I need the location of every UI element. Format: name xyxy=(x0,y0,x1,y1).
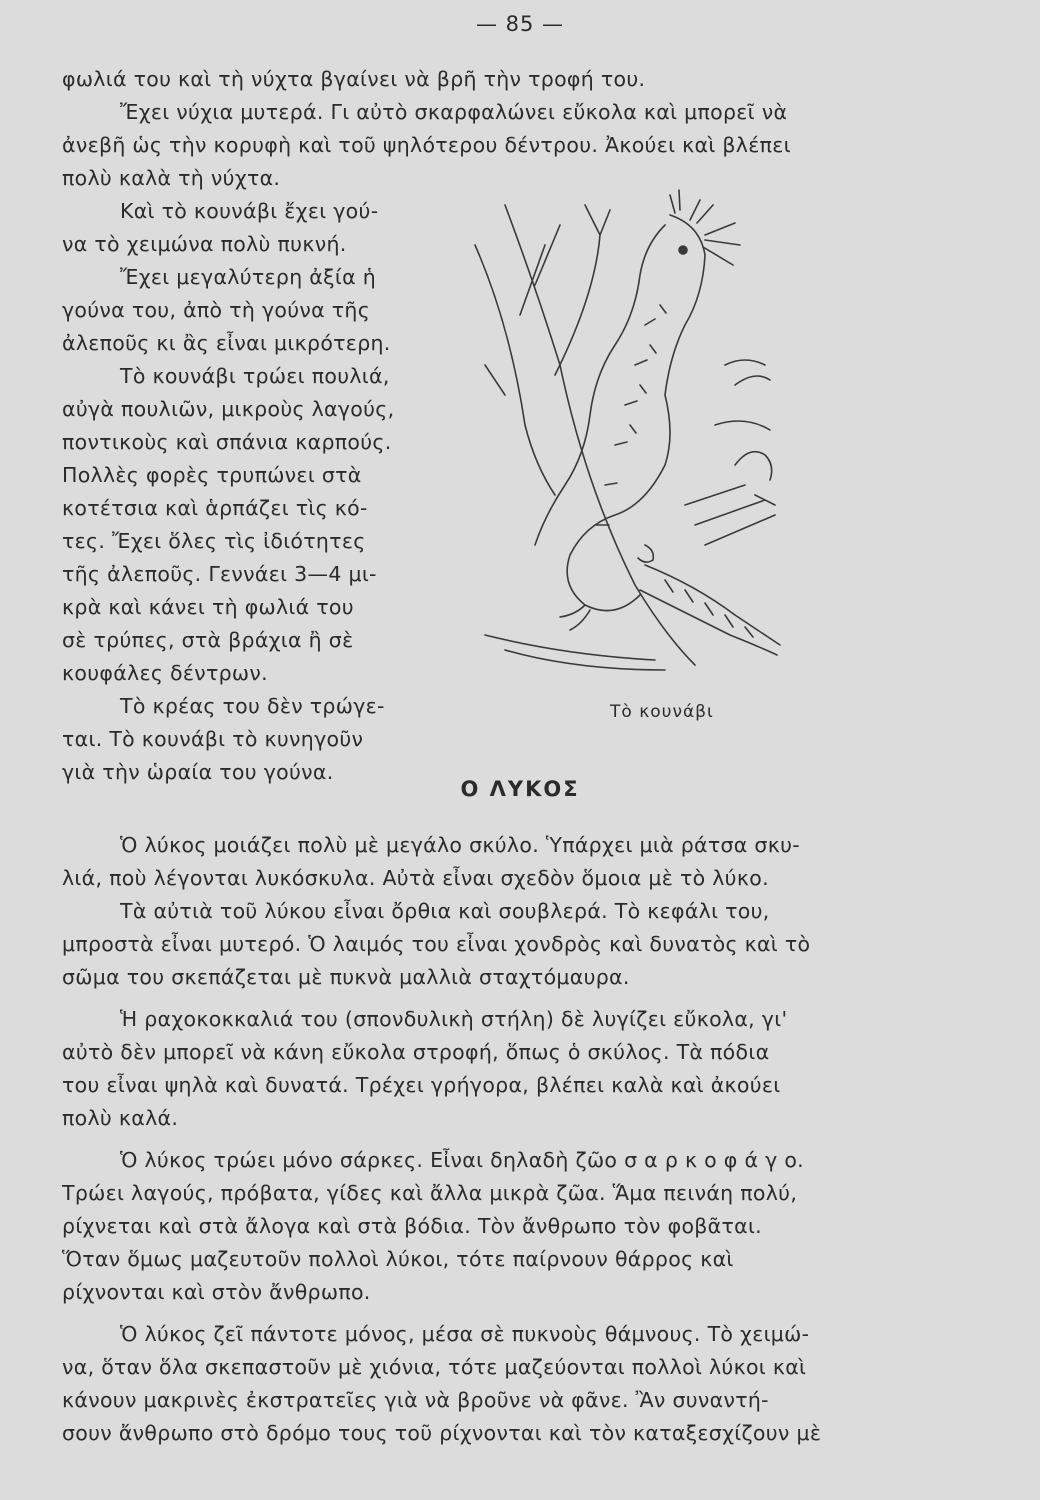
text-line: σῶμα του σκεπάζεται μὲ πυκνὰ μαλλιὰ σταχτόμαυρα. xyxy=(62,965,630,989)
column-line: κουφάλες δέντρων. xyxy=(62,661,268,685)
column-line: Τὸ κρέας του δὲν τρώγε- xyxy=(120,694,385,718)
column-line: κρὰ καὶ κάνει τὴ φωλιά του xyxy=(62,595,354,619)
column-line: ἀλεποῦς κι ἂς εἶναι μικρότερη. xyxy=(62,331,391,355)
column-line: τες. Ἔχει ὅλες τὶς ἰδιότητες xyxy=(62,529,366,553)
text-line: ρίχνονται καὶ στὸν ἄνθρωπο. xyxy=(62,1280,371,1304)
marten-illustration xyxy=(465,165,785,680)
text-line: του εἶναι ψηλὰ καὶ δυνατά. Τρέχει γρήγορα, βλέπει καλὰ καὶ ἀκούει xyxy=(62,1073,781,1097)
text-line: ἀνεβῆ ὡς τὴν κορυφὴ καὶ τοῦ ψηλότερου δέντρου. Ἀκούει καὶ βλέπει xyxy=(62,133,791,157)
text-line: Ὁ λύκος ζεῖ πάντοτε μόνος, μέσα σὲ πυκνοὺς θάμνους. Τὸ χειμώ- xyxy=(120,1322,810,1346)
figure-caption: Τὸ κουνάβι xyxy=(610,702,714,722)
column-line: γιὰ τὴν ὡραία του γούνα. xyxy=(62,760,334,784)
column-line: ται. Τὸ κουνάβι τὸ κυνηγοῦν xyxy=(62,727,364,751)
column-line: τῆς ἀλεποῦς. Γεννάει 3—4 μι- xyxy=(62,562,377,586)
text-line: αὐτὸ δὲν μπορεῖ νὰ κάνη εὔκολα στροφή, ὅπως ὁ σκύλος. Τὰ πόδια xyxy=(62,1040,770,1064)
text-line: Ἡ ραχοκοκκαλιά του (σπονδυλικὴ στήλη) δὲ λυγίζει εὔκολα, γι' xyxy=(120,1007,788,1031)
column-line: Καὶ τὸ κουνάβι ἔχει γού- xyxy=(120,199,379,223)
column-line: Πολλὲς φορὲς τρυπώνει στὰ xyxy=(62,463,362,487)
column-line: γούνα του, ἀπὸ τὴ γούνα τῆς xyxy=(62,298,371,322)
text-line: Ὁ λύκος μοιάζει πολὺ μὲ μεγάλο σκύλο. Ὑπάρχει μιὰ ράτσα σκυ- xyxy=(120,833,800,857)
text-line: Ἔχει νύχια μυτερά. Γι αὐτὸ σκαρφαλώνει εὔκολα καὶ μπορεῖ νὰ xyxy=(120,100,788,124)
text-line: Ὅταν ὅμως μαζευτοῦν πολλοὶ λύκοι, τότε παίρνουν θάρρος καὶ xyxy=(62,1247,734,1271)
text-line: λιά, ποὺ λέγονται λυκόσκυλα. Αὐτὰ εἶναι σχεδὸν ὅμοια μὲ τὸ λύκο. xyxy=(62,866,769,890)
column-line: να τὸ χειμώνα πολὺ πυκνή. xyxy=(62,232,347,256)
column-line: σὲ τρύπες, στὰ βράχια ἢ σὲ xyxy=(62,628,354,652)
column-line: κοτέτσια καὶ ἁρπάζει τὶς κό- xyxy=(62,496,368,520)
text-line: κάνουν μακρινὲς ἐκστρατεῖες γιὰ νὰ βροῦνε νὰ φᾶνε. Ἂν συναντή- xyxy=(62,1388,769,1412)
column-line: αὐγὰ πουλιῶν, μικροὺς λαγούς, xyxy=(62,397,395,421)
column-line: Ἔχει μεγαλύτερη ἀξία ἡ xyxy=(120,265,377,289)
text-line: μπροστὰ εἶναι μυτερό. Ὁ λαιμός του εἶναι χονδρὸς καὶ δυνατὸς καὶ τὸ xyxy=(62,932,811,956)
text-line: φωλιά του καὶ τὴ νύχτα βγαίνει νὰ βρῆ τὴν τροφή του. xyxy=(62,67,646,91)
page-number: — 85 — xyxy=(475,12,565,36)
text-line: να, ὅταν ὅλα σκεπαστοῦν μὲ χιόνια, τότε μαζεύονται πολλοὶ λύκοι καὶ xyxy=(62,1355,807,1379)
text-line: Ὁ λύκος τρώει μόνο σάρκες. Εἶναι δηλαδὴ ζῶο σ α ρ κ ο φ ά γ ο. xyxy=(120,1148,804,1172)
column-line: Τὸ κουνάβι τρώει πουλιά, xyxy=(120,364,390,388)
text-line: Τρώει λαγούς, πρόβατα, γίδες καὶ ἄλλα μικρὰ ζῶα. Ἅμα πεινάη πολύ, xyxy=(62,1181,798,1205)
section-heading: Ο ΛΥΚΟΣ xyxy=(460,777,580,801)
text-line: Τὰ αὐτιὰ τοῦ λύκου εἶναι ὄρθια καὶ σουβλερά. Τὸ κεφάλι του, xyxy=(120,899,770,923)
text-line: πολὺ καλά. xyxy=(62,1106,179,1130)
column-line: ποντικοὺς καὶ σπάνια καρπούς. xyxy=(62,430,392,454)
text-line: πολὺ καλὰ τὴ νύχτα. xyxy=(62,166,281,190)
text-line: ρίχνεται καὶ στὰ ἄλογα καὶ στὰ βόδια. Τὸν ἄνθρωπο τὸν φοβᾶται. xyxy=(62,1214,762,1238)
text-line: σουν ἄνθρωπο στὸ δρόμο τους τοῦ ρίχνονται καὶ τὸν καταξεσχίζουν μὲ xyxy=(62,1421,822,1445)
